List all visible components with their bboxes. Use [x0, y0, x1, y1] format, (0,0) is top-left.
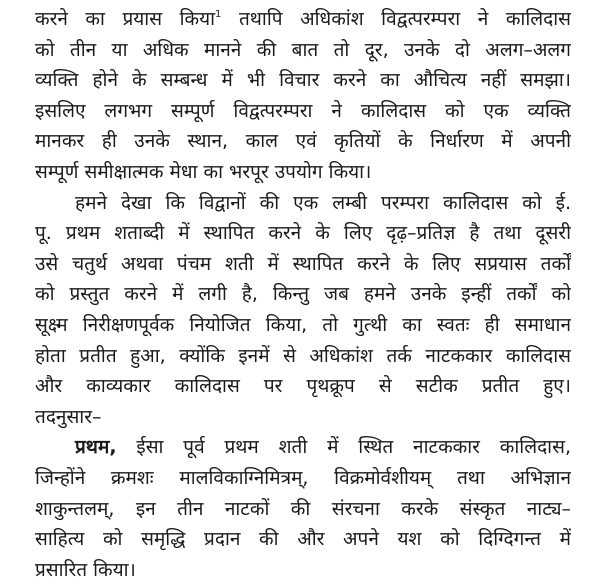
- footnote-marker[interactable]: 1: [215, 9, 222, 20]
- text-line: तदनुसार–: [35, 405, 102, 428]
- text-line: को प्रस्तुत करने में लगी है, किन्तु जब हमने उनके इन्हीं तर्कों को: [35, 283, 571, 306]
- text-line: उसे चतुर्थ अथवा पंचम शती में स्थापित करने के लिए सप्रयास तर्कों: [35, 252, 571, 275]
- text-line: इसलिए लगभग सम्पूर्ण विद्वत्परम्परा ने कालिदास को एक व्यक्ति: [35, 99, 571, 122]
- text-line: मानकर ही उनके स्थान, काल एवं कृतियों के निर्धारण में अपनी: [35, 130, 571, 153]
- text-line: प्रथम, ईसा पूर्व प्रथम शती में स्थित नाटककार कालिदास,: [75, 436, 571, 459]
- text-line: सूक्ष्म निरीक्षणपूर्वक नियोजित किया, तो गुत्थी का स्वतः ही समाधान: [35, 313, 571, 336]
- text-line: साहित्य को समृद्धि प्रदान की और अपने यश को दिग्दिगन्त में: [35, 528, 571, 551]
- text-line: को तीन या अधिक मानने की बात तो दूर, उनके दो अलग–अलग: [35, 38, 571, 61]
- text-line: पू. प्रथम शताब्दी में स्थापित करने के लिए दृढ़–प्रतिज्ञ है तथा दूसरी: [35, 222, 571, 245]
- text-line: शाकुन्तलम्, इन तीन नाटकों की संरचना करके संस्कृत नाट्य–: [35, 497, 571, 520]
- bold-lead-word: प्रथम,: [75, 436, 117, 459]
- text-line: करने का प्रयास किया$^1$ तथापि अधिकांश विद्वत्परम्परा ने कालिदास: [35, 8, 571, 30]
- text-line: हमने देखा कि विद्वानों की एक लम्बी परम्परा कालिदास को ई.: [75, 191, 571, 214]
- paragraph-1: [35, 4, 571, 188]
- paragraph-2: [35, 188, 571, 433]
- text-line: और काव्यकार कालिदास पर पृथक्रूप से सटीक प्रतीत हुए।: [35, 375, 571, 398]
- text-line: जिन्होंने क्रमशः मालविकाग्निमित्रम्, विक्रमोर्वशीयम् तथा अभिज्ञान: [35, 466, 571, 489]
- document-page: [35, 4, 571, 585]
- text-line: प्रसारित किया।: [35, 558, 136, 581]
- text-line: सम्पूर्ण समीक्षात्मक मेधा का भरपूर उपयोग किया।: [35, 160, 372, 183]
- text-line: व्यक्ति होने के सम्बन्ध में भी विचार करने का औचित्य नहीं समझा।: [35, 69, 571, 92]
- paragraph-3: [35, 432, 571, 585]
- text-line: होता प्रतीत हुआ, क्योंकि इनमें से अधिकांश तर्क नाटककार कालिदास: [35, 344, 571, 367]
